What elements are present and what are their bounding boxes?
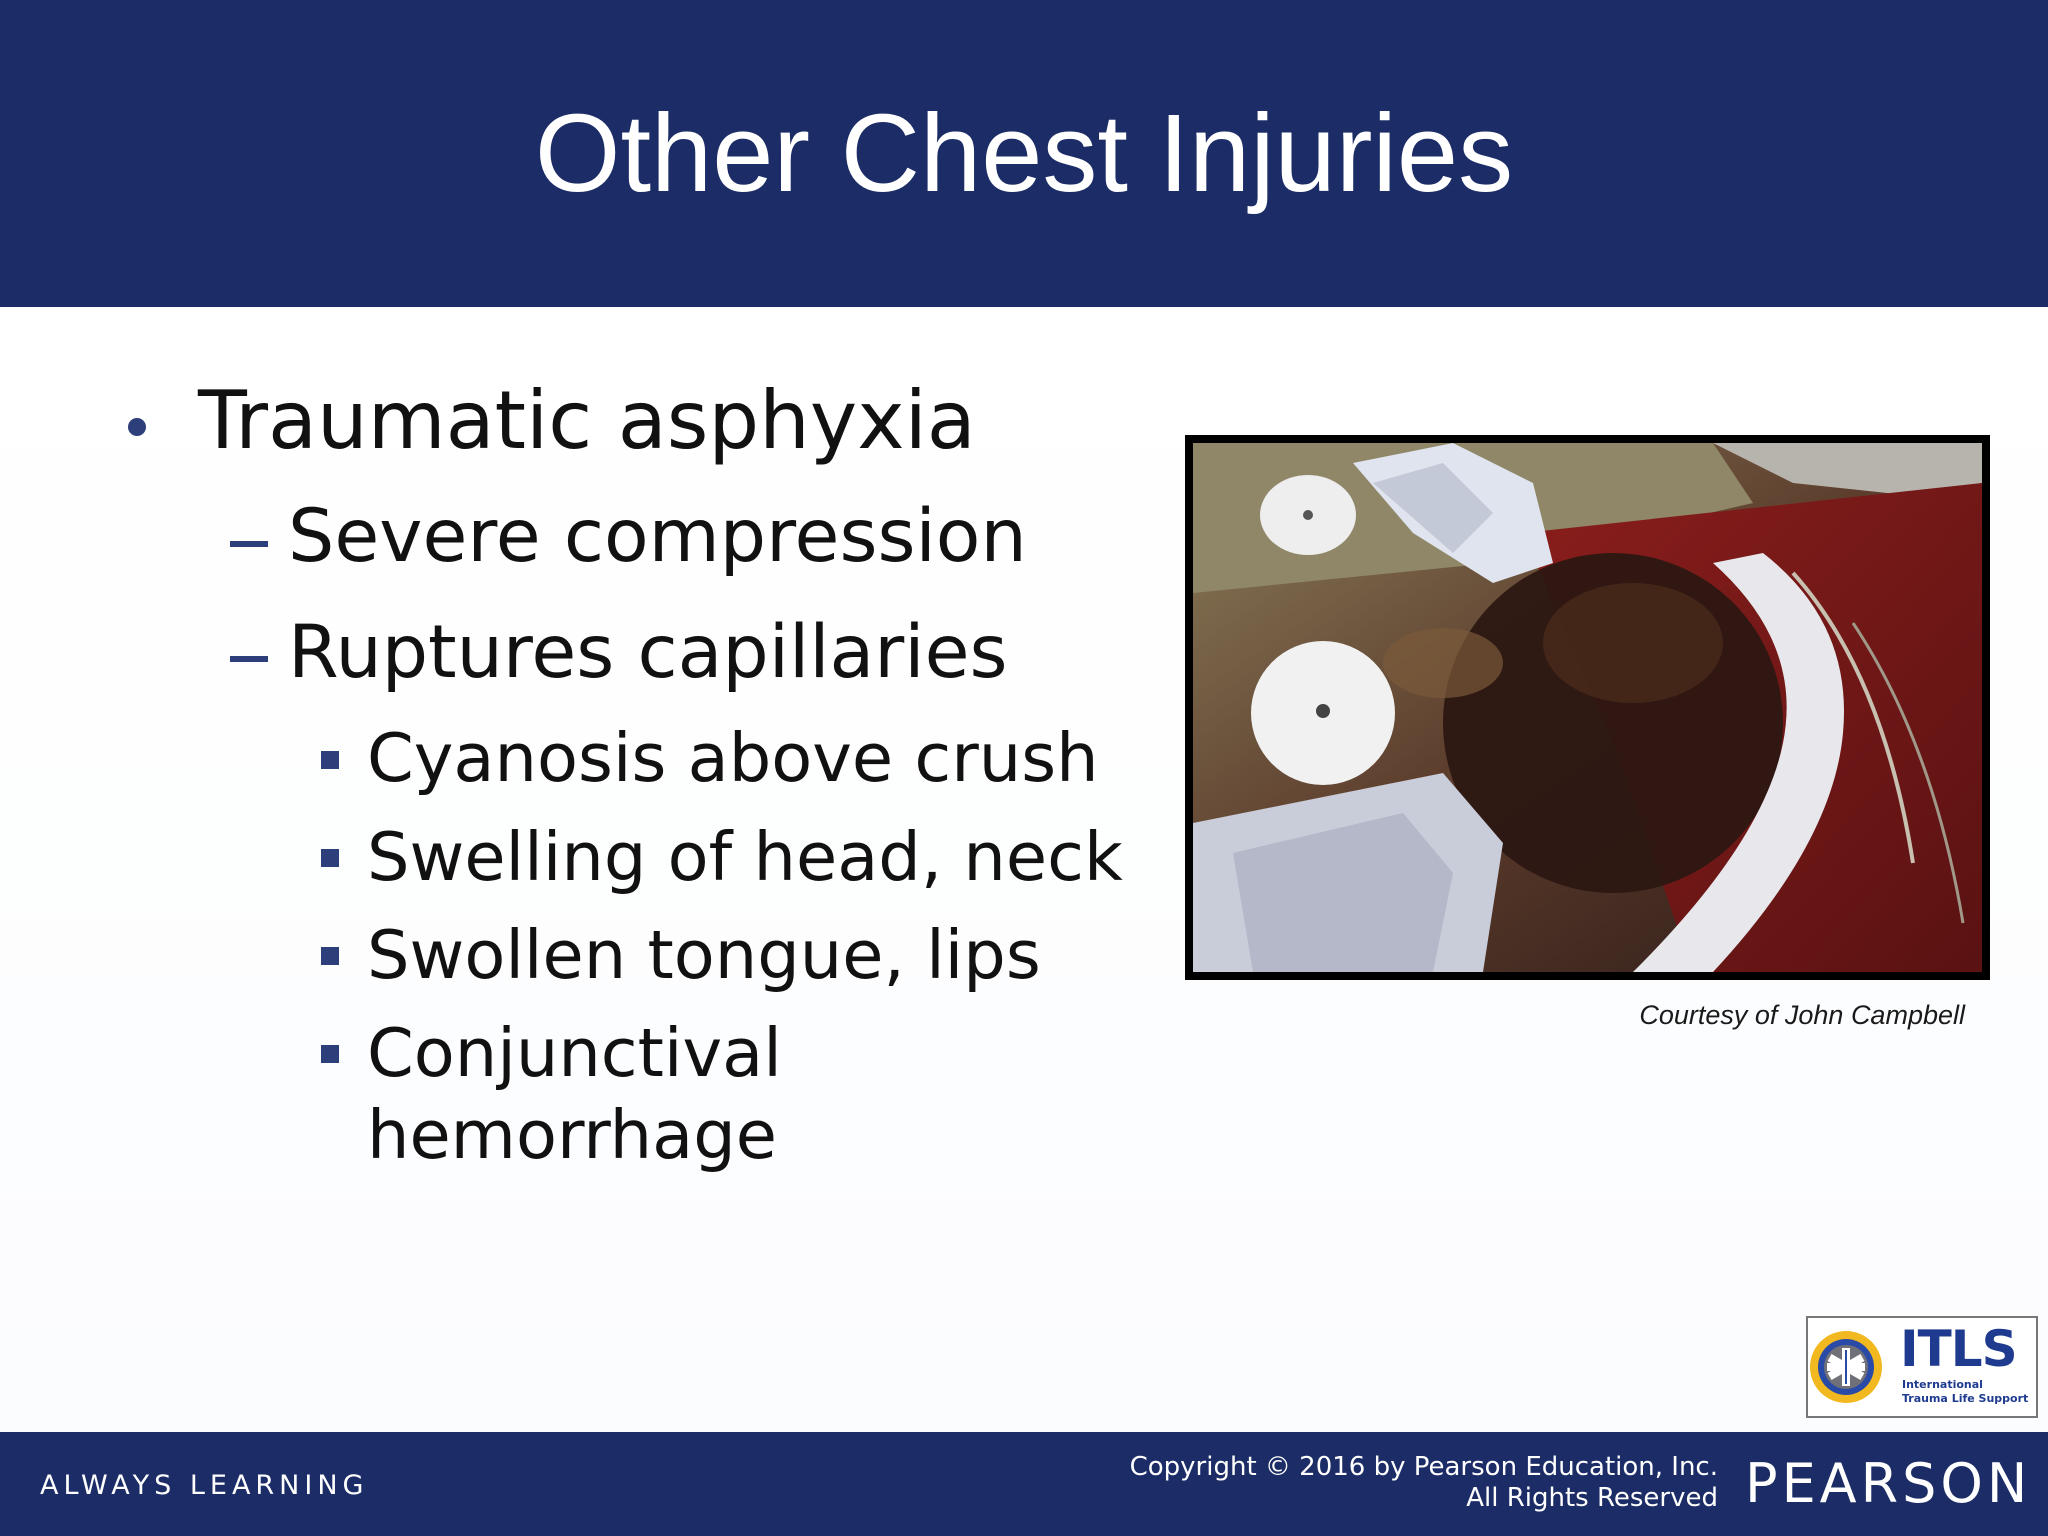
- slide-title: Other Chest Injuries: [534, 92, 1514, 215]
- square-bullet-icon: [321, 1045, 339, 1063]
- bullet-traumatic-asphyxia: Traumatic asphyxia: [198, 374, 976, 467]
- sub-bullet-ruptures-capillaries: Ruptures capillaries: [288, 610, 1008, 695]
- item-cyanosis: Cyanosis above crush: [367, 719, 1099, 797]
- itls-logo-name: ITLS: [1900, 1320, 2017, 1378]
- itls-logo-line2: Trauma Life Support: [1902, 1392, 2029, 1405]
- footer-tagline: ALWAYS LEARNING: [40, 1470, 369, 1501]
- item-conjunctival: Conjunctival: [367, 1014, 782, 1092]
- square-bullet-icon: [321, 947, 339, 965]
- patient-photo-image: [1193, 443, 1982, 972]
- photo-caption: Courtesy of John Campbell: [1639, 1000, 1965, 1030]
- footer-copyright: [1130, 1452, 1718, 1514]
- square-bullet-icon: [321, 849, 339, 867]
- sub-bullet-severe-compression: Severe compression: [288, 494, 1027, 579]
- item-swelling: Swelling of head, neck: [367, 818, 1123, 896]
- copyright-line1: Copyright © 2016 by Pearson Education, Inc.: [1129, 1452, 1718, 1482]
- dash-icon: [230, 541, 268, 547]
- square-bullet-icon: [321, 751, 339, 769]
- patient-photo: [1185, 435, 1990, 980]
- itls-logo-line1: International: [1902, 1378, 1983, 1391]
- itls-logo: [1806, 1316, 2038, 1418]
- item-swollen: Swollen tongue, lips: [367, 916, 1041, 994]
- dash-icon: [230, 656, 268, 662]
- pearson-logo: PEARSON: [1745, 1452, 2032, 1515]
- item-hemorrhage: hemorrhage: [367, 1096, 777, 1174]
- copyright-line2: All Rights Reserved: [1466, 1483, 1718, 1513]
- bullet-dot-icon: [128, 418, 146, 436]
